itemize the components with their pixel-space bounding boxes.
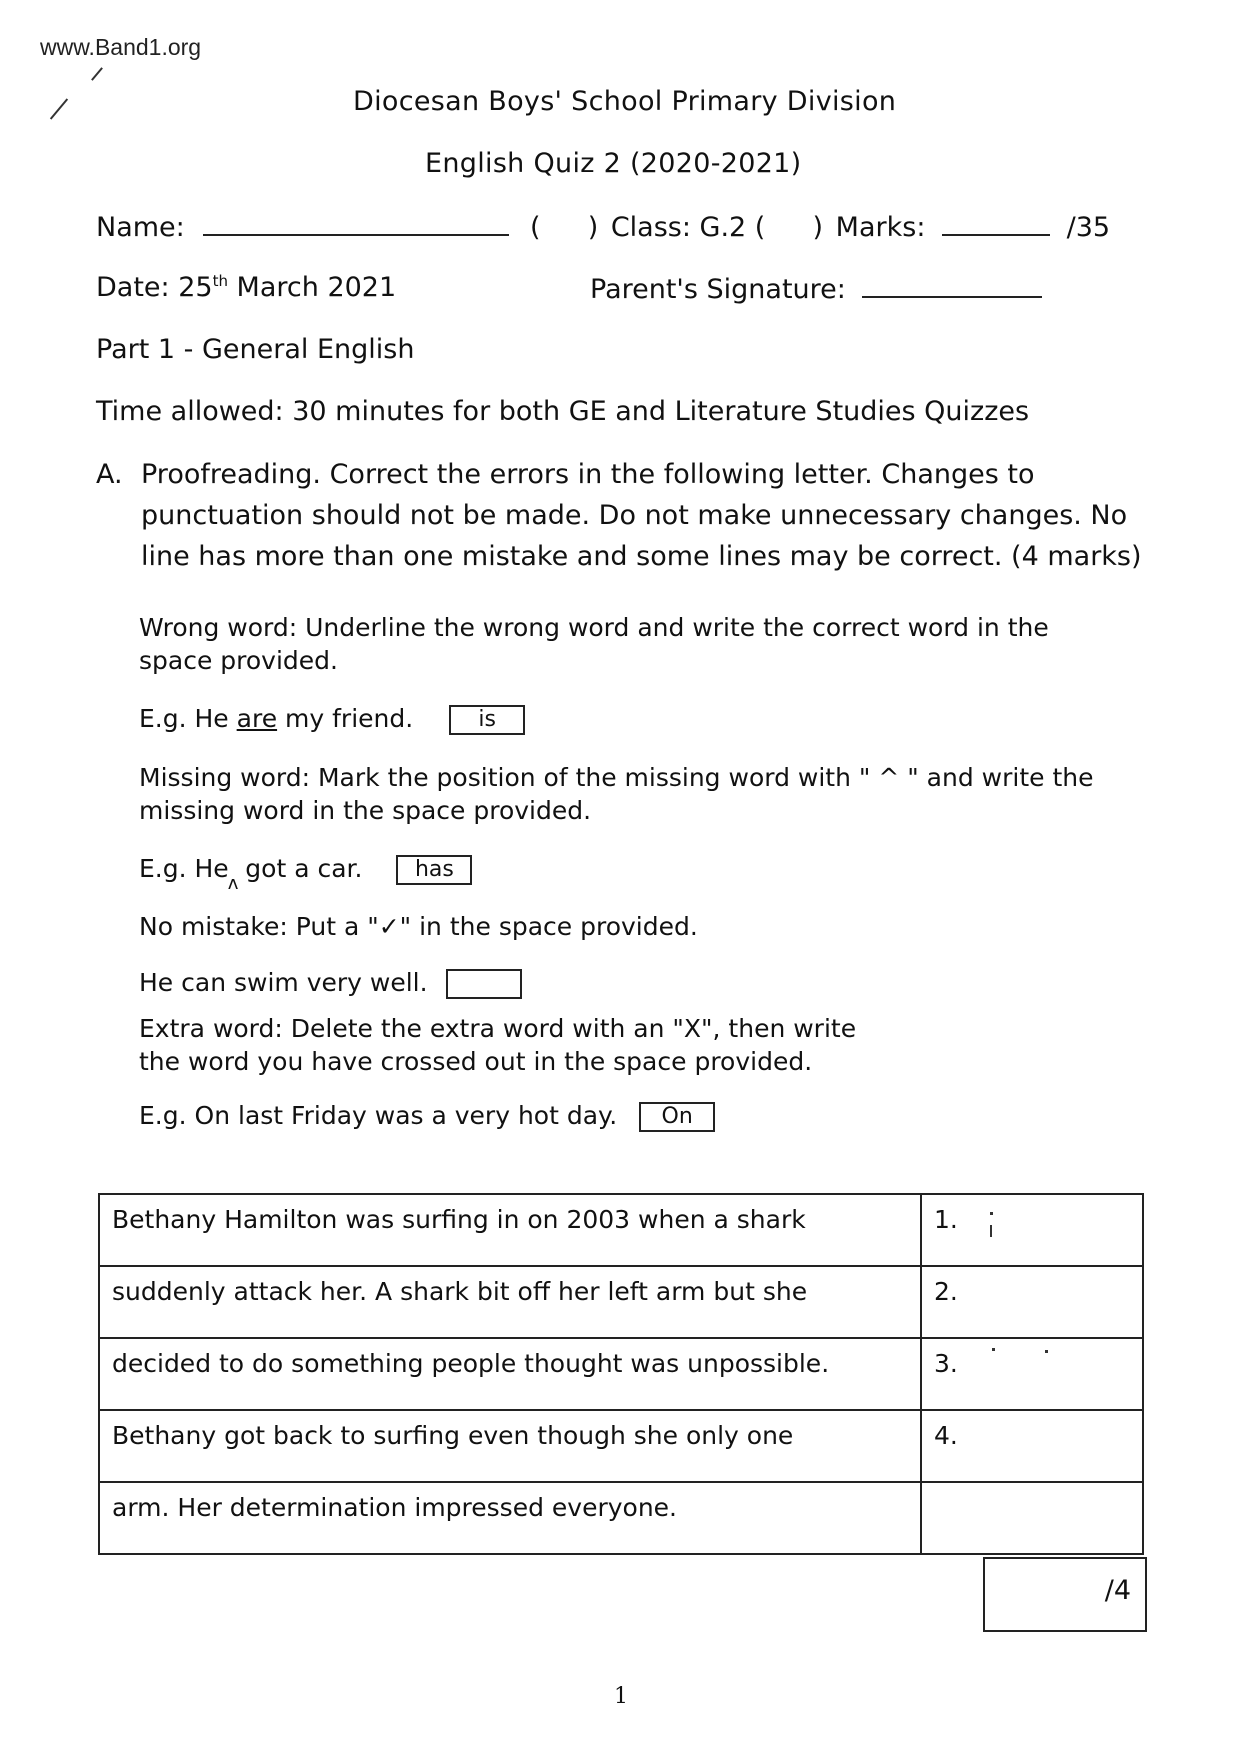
pen-dot [990,1212,993,1215]
answer-cell[interactable] [921,1194,1143,1266]
passage-line: Bethany got back to surfing even though she only one [99,1410,921,1482]
rule-line: Extra word: Delete the extra word with an "X", then write [139,1014,857,1043]
info-row-2 [96,272,396,303]
example-text: E.g. He [139,854,229,883]
class-close: ) [812,212,824,243]
pen-mark [91,67,103,81]
example-underlined-word: are [236,704,278,733]
rule-line: Missing word: Mark the position of the missing word with " ^ " and write the [139,763,1094,792]
table-row [99,1266,1143,1338]
class-label: Class: G.2 ( [610,212,766,243]
answer-cell[interactable] [921,1410,1143,1482]
example-text: E.g. [139,1101,195,1130]
date-label: Date: 25 [96,272,213,303]
answer-cell[interactable] [921,1338,1143,1410]
passage-line: decided to do something people thought was unpossible. [99,1338,921,1410]
answer-number: 4. [934,1421,958,1450]
signature-field[interactable] [862,272,1042,298]
answer-cell[interactable] [921,1482,1143,1554]
example-answer-box: is [449,705,525,735]
marks-total: /35 [1066,212,1111,243]
name-field[interactable] [203,210,509,236]
section-score-box[interactable] [983,1557,1147,1632]
instruction-line: Proofreading. Correct the errors in the following letter. Changes to [141,459,1035,490]
example-text: He can swim very well. [139,968,428,997]
example-text: got a car. [237,854,363,883]
pen-mark [50,98,68,119]
example-text: E.g. He [139,704,237,733]
info-row-1 [96,210,1110,243]
table-row [99,1194,1143,1266]
time-allowed: Time allowed: 30 minutes for both GE and Literature Studies Quizzes [96,396,1030,427]
instruction-line: punctuation should not be made. Do not make unnecessary changes. No [141,500,1128,531]
passage-line: arm. Her determination impressed everyone. [99,1482,921,1554]
pen-dot [990,1225,992,1237]
page-number: 1 [614,1684,628,1709]
wrong-word-example [139,702,525,735]
example-crossed-word: On [194,1101,231,1130]
part-heading: Part 1 - General English [96,334,415,365]
table-row [99,1410,1143,1482]
pen-dot [1045,1350,1048,1353]
instruction-line: line has more than one mistake and some lines may be correct. (4 marks) [141,541,1142,572]
section-score-total: /4 [1104,1575,1131,1606]
extra-word-rule [139,1012,856,1078]
watermark: www.Band1.org [40,34,202,60]
wrong-word-rule [139,611,1049,677]
table-row [99,1338,1143,1410]
example-text: my friend. [277,704,414,733]
no-mistake-example [139,966,522,999]
section-a-letter: A. [96,459,123,490]
date-suffix: th [212,272,228,290]
name-label: Name: [96,212,185,243]
rule-line: space provided. [139,646,338,675]
example-answer-box: has [396,855,472,885]
answer-cell[interactable] [921,1266,1143,1338]
table-row [99,1482,1143,1554]
missing-word-rule [139,761,1093,827]
passage-line: Bethany Hamilton was surfing in on 2003 when a shark [99,1194,921,1266]
signature-label: Parent's Signature: [590,274,846,305]
school-title: Diocesan Boys' School Primary Division [353,86,897,117]
class-number-open: ( [529,212,541,243]
insertion-caret: ʌ [227,873,239,894]
date-value: March 2021 [227,272,397,303]
no-mistake-rule: No mistake: Put a "✓" in the space provided. [139,912,698,941]
proofreading-table [98,1193,1144,1555]
extra-word-example [139,1099,715,1132]
rule-line: Wrong word: Underline the wrong word and write the correct word in the [139,613,1049,642]
answer-number: 2. [934,1277,958,1306]
marks-field[interactable] [942,210,1050,236]
quiz-title: English Quiz 2 (2020-2021) [425,148,802,179]
marks-label: Marks: [835,212,926,243]
example-text: last Friday was a very hot day. [230,1101,618,1130]
signature-row [590,272,1042,305]
class-number-close: ) [587,212,599,243]
example-answer-box [446,969,522,999]
missing-word-example [139,852,472,894]
rule-line: the word you have crossed out in the space provided. [139,1047,813,1076]
answer-number: 1. [934,1205,958,1234]
answer-number: 3. [934,1349,958,1378]
passage-line: suddenly attack her. A shark bit off her left arm but she [99,1266,921,1338]
rule-line: missing word in the space provided. [139,796,592,825]
section-a-instructions [141,454,1142,577]
pen-dot [992,1348,995,1351]
example-answer-box: On [639,1102,715,1132]
